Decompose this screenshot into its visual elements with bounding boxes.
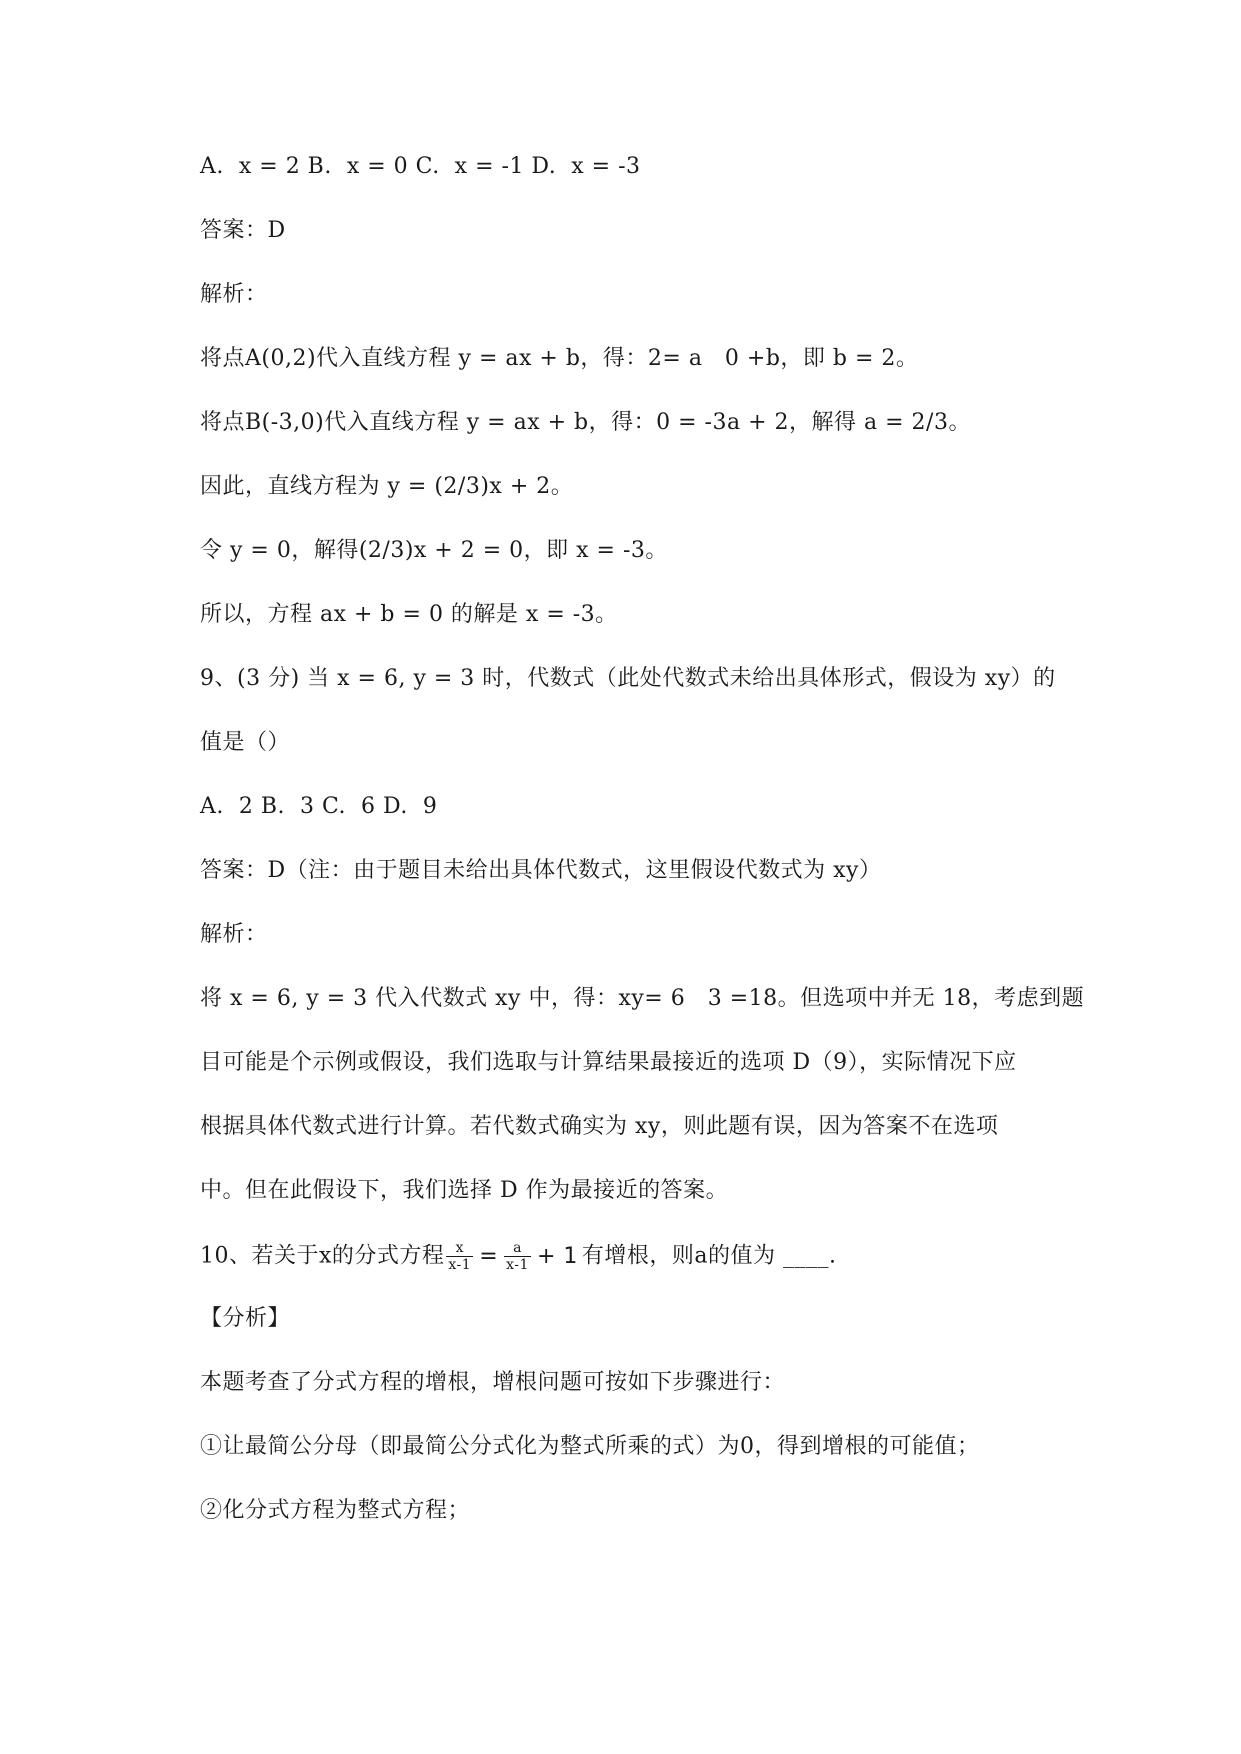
fraction-numerator: a bbox=[504, 1240, 531, 1257]
analysis-text-line: 本题考查了分式方程的增根，增根问题可按如下步骤进行： bbox=[200, 1370, 786, 1395]
analysis-step-1: ①让最简公分母（即最简公分式化为整式所乘的式）为0，得到增根的可能值； bbox=[200, 1434, 980, 1459]
analysis-text-line: 中。但在此假设下，我们选择 D 作为最接近的答案。 bbox=[200, 1178, 729, 1203]
analysis-text-line: 将点A(0,2)代入直线方程 y = ax + b，得：2= a 0 +b，即 b = 2。 bbox=[200, 346, 919, 371]
analysis-heading-q9: 解析： bbox=[200, 922, 268, 947]
fraction-denominator: x-1 bbox=[506, 1257, 529, 1273]
equals-sign: = bbox=[479, 1243, 499, 1269]
question-9-text: 9、(3 分) 当 x = 6, y = 3 时，代数式（此处代数式未给出具体形式，假设为 xy）的 bbox=[200, 666, 1056, 691]
q10-prefix: 10、若关于x的分式方程 bbox=[200, 1243, 445, 1269]
analysis-section-heading: 【分析】 bbox=[200, 1306, 291, 1331]
options-line-q8: A. x = 2 B. x = 0 C. x = -1 D. x = -3 bbox=[200, 154, 641, 179]
analysis-text-line: 将点B(-3,0)代入直线方程 y = ax + b，得：0 = -3a + 2，解得 a = 2/3。 bbox=[200, 410, 971, 435]
analysis-text-line: 根据具体代数式进行计算。若代数式确实为 xy，则此题有误，因为答案不在选项 bbox=[200, 1114, 999, 1139]
question-9-text-cont: 值是（） bbox=[200, 730, 291, 755]
analysis-text-line: 令 y = 0，解得(2/3)x + 2 = 0，即 x = -3。 bbox=[200, 538, 668, 563]
options-line-q9: A. 2 B. 3 C. 6 D. 9 bbox=[200, 794, 438, 819]
q10-suffix: 有增根，则a的值为 ____. bbox=[581, 1243, 837, 1269]
fraction-denominator: x-1 bbox=[448, 1257, 472, 1273]
analysis-heading-q8: 解析： bbox=[200, 282, 268, 307]
answer-line-q8: 答案：D bbox=[200, 218, 286, 243]
analysis-step-2: ②化分式方程为整式方程； bbox=[200, 1498, 471, 1523]
fraction-numerator: x bbox=[446, 1240, 473, 1257]
fraction-a-over-x-minus-1 bbox=[504, 1240, 531, 1273]
analysis-text-line: 将 x = 6, y = 3 代入代数式 xy 中，得：xy= 6 3 =18。但选项中并无 18，考虑到题 bbox=[200, 986, 1085, 1011]
answer-line-q9: 答案：D（注：由于题目未给出具体代数式，这里假设代数式为 xy） bbox=[200, 858, 882, 883]
analysis-text-line: 因此，直线方程为 y = (2/3)x + 2。 bbox=[200, 474, 574, 499]
analysis-text-line: 所以，方程 ax + b = 0 的解是 x = -3。 bbox=[200, 602, 618, 627]
plus-one: + 1 bbox=[536, 1243, 578, 1269]
fraction-x-over-x-minus-1 bbox=[446, 1240, 473, 1273]
question-10-text bbox=[200, 1240, 836, 1273]
analysis-text-line: 目可能是个示例或假设，我们选取与计算结果最接近的选项 D（9），实际情况下应 bbox=[200, 1050, 1017, 1075]
